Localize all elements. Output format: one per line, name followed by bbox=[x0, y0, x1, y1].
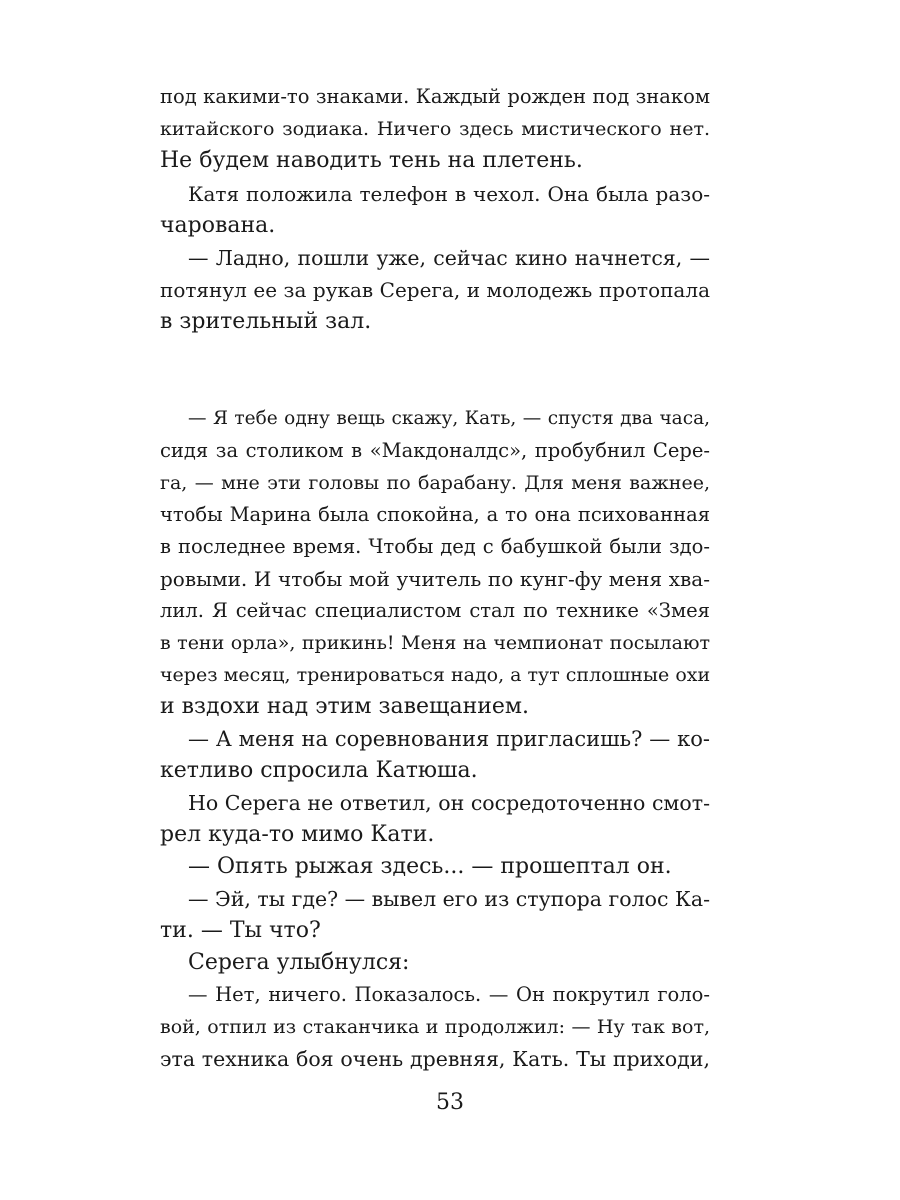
text-line: га, — мне эти головы по барабану. Для меня важнее, bbox=[160, 472, 710, 494]
text-line: через месяц, тренироваться надо, а тут сплошные охи bbox=[160, 664, 711, 686]
text-line: — А меня на соревнования пригласишь? — ко- bbox=[188, 727, 710, 751]
text-line: чтобы Марина была спокойна, а то она психованная bbox=[160, 503, 710, 526]
text-line: под какими-то знаками. Каждый рожден под знаком bbox=[160, 85, 710, 108]
page-number: 53 bbox=[436, 1090, 464, 1115]
text-line: ровыми. И чтобы мой учитель по кунг-фу меня хва- bbox=[160, 567, 710, 591]
text-line: китайского зодиака. Ничего здесь мистического нет. bbox=[160, 118, 710, 140]
text-line: — Ладно, пошли уже, сейчас кино начнется, — bbox=[188, 246, 710, 270]
text-line: рел куда-то мимо Кати. bbox=[160, 822, 435, 847]
text-line: — Эй, ты где? — вывел его из ступора голос Ка- bbox=[188, 887, 710, 911]
text-line: Но Серега не ответил, он сосредоточенно смот- bbox=[188, 791, 710, 815]
text-line: лил. Я сейчас специалистом стал по технике «Змея bbox=[160, 599, 710, 622]
text-line: и вздохи над этим завещанием. bbox=[160, 694, 530, 719]
text-line: кетливо спросила Катюша. bbox=[160, 758, 478, 783]
text-line: — Опять рыжая здесь... — прошептал он. bbox=[188, 854, 672, 879]
text-line: потянул ее за рукав Серега, и молодежь протопала bbox=[160, 278, 710, 302]
text-line: сидя за столиком в «Макдоналдс», пробубнил Сере- bbox=[160, 439, 710, 462]
text-line: Катя положила телефон в чехол. Она была разо- bbox=[188, 182, 710, 206]
text-line: Серега улыбнулся: bbox=[188, 950, 410, 975]
text-line: Не будем наводить тень на плетень. bbox=[160, 148, 583, 173]
text-line: в тени орла», прикинь! Меня на чемпионат посылают bbox=[160, 632, 710, 654]
text-line: в последнее время. Чтобы дед с бабушкой были здо- bbox=[160, 535, 710, 558]
text-line: — Я тебе одну вещь скажу, Кать, — спустя два часа, bbox=[188, 408, 710, 429]
text-line: вой, отпил из стаканчика и продолжил: — Ну так вот, bbox=[160, 1016, 710, 1038]
text-line: ти. — Ты что? bbox=[160, 918, 321, 943]
text-line: — Нет, ничего. Показалось. — Он покрутил голо- bbox=[188, 983, 710, 1006]
text-line: чарована. bbox=[160, 213, 276, 238]
text-line: эта техника боя очень древняя, Кать. Ты приходи, bbox=[160, 1047, 710, 1071]
text-line: в зрительный зал. bbox=[160, 309, 372, 334]
